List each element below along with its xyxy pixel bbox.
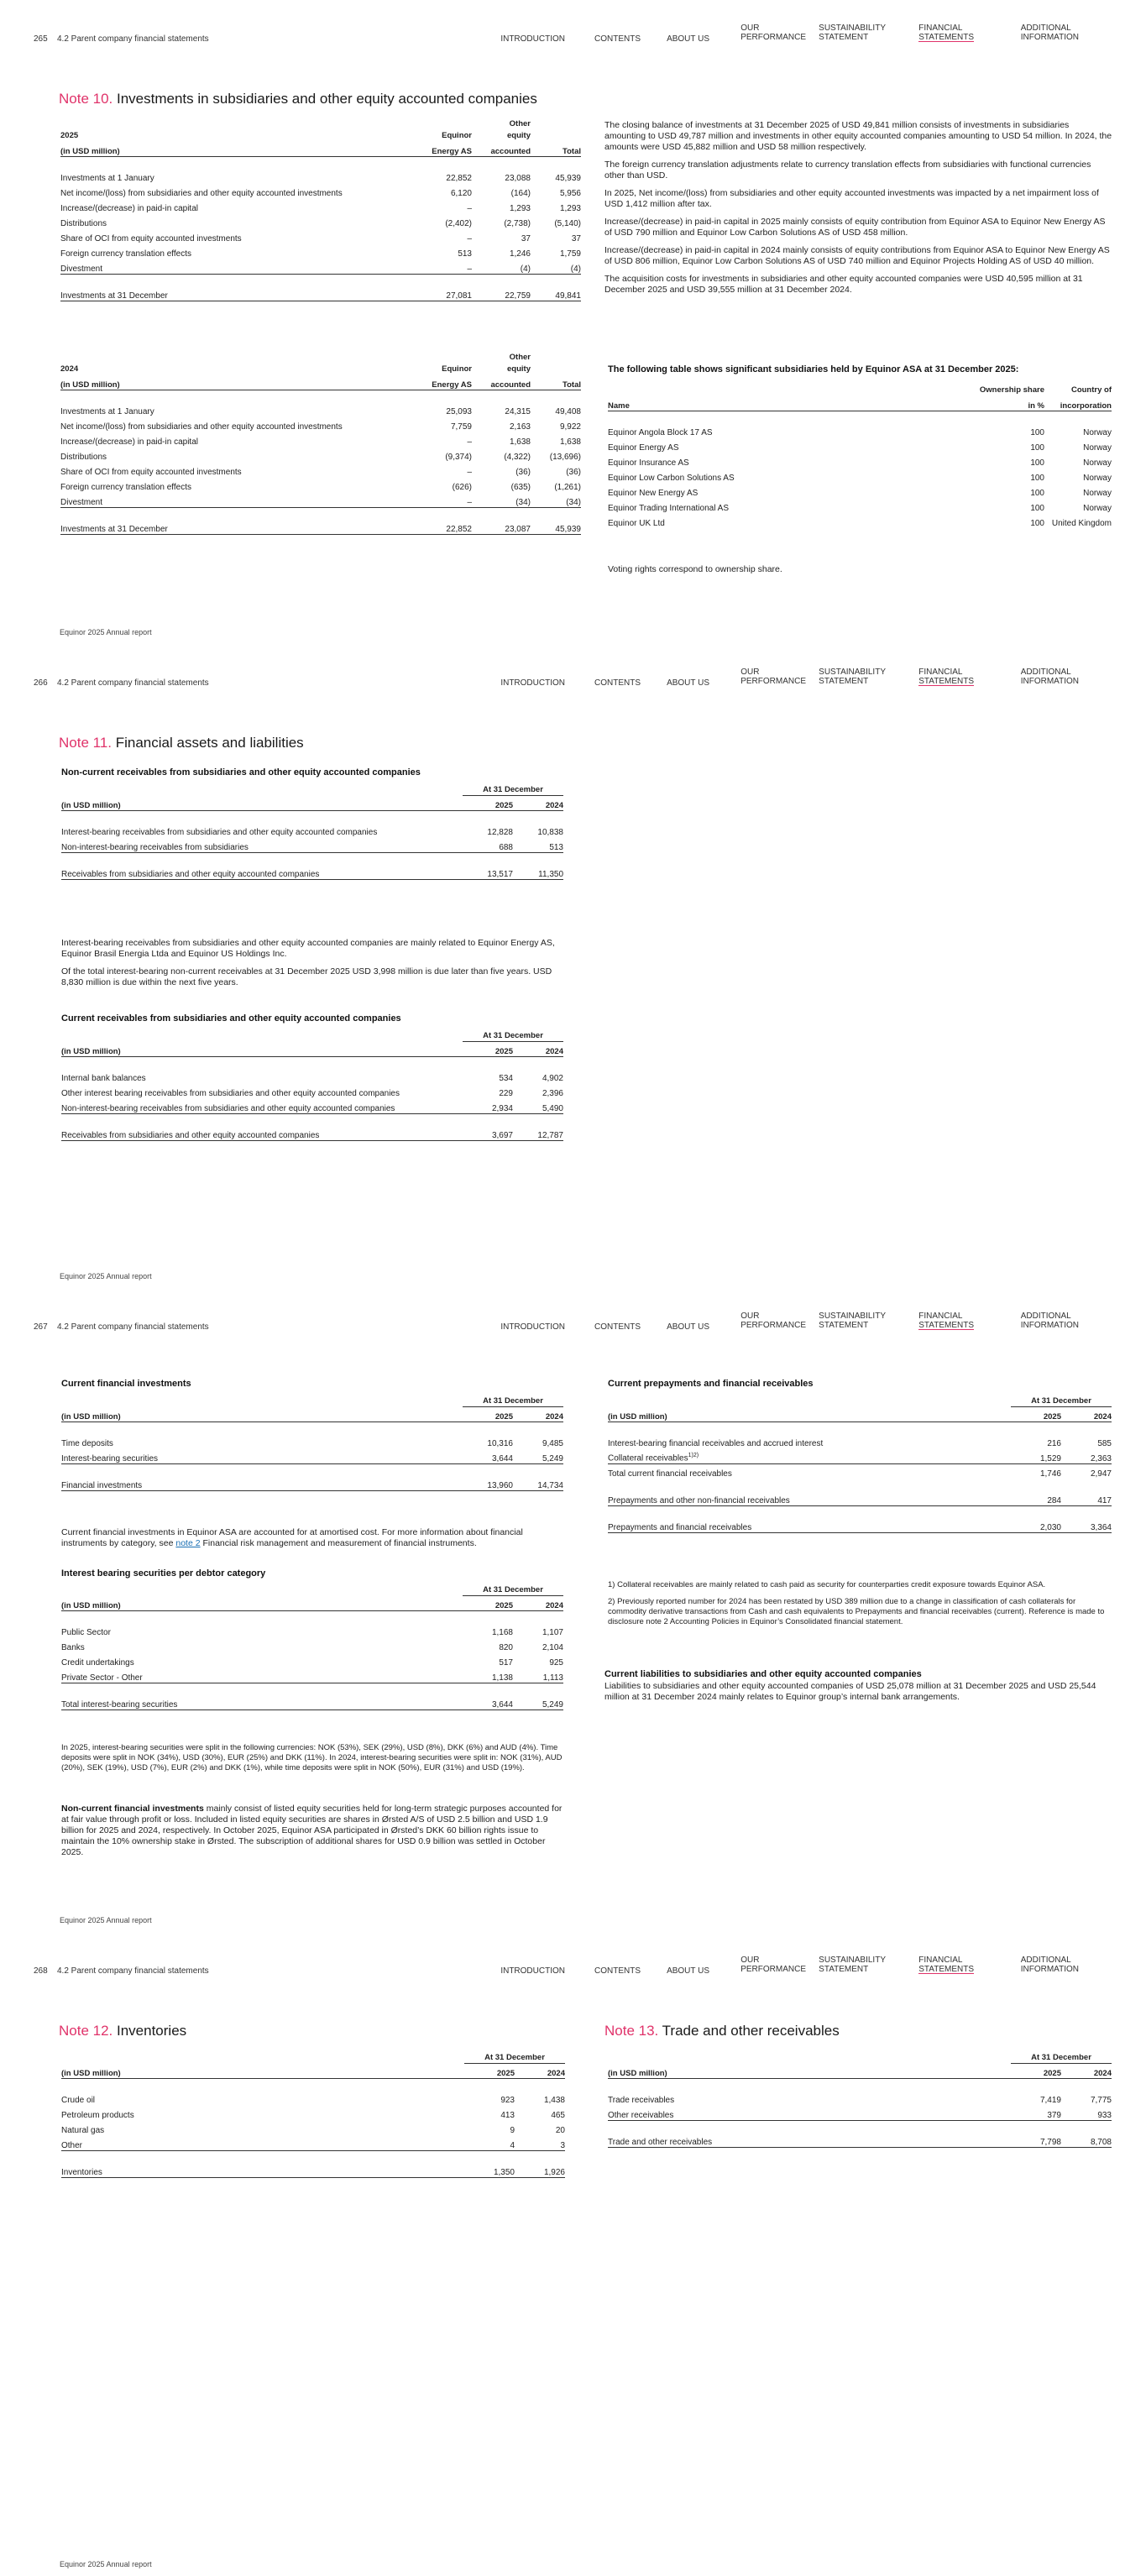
table-row: Equinor Low Carbon Solutions AS 100 Norway (608, 474, 1112, 483)
securities-currency-text: In 2025, interest-bearing securities were split in the following currencies: NOK (53%), SEK (29%), USD (8%), DKK (6%) and AUD (4%). Time deposits were split in NOK (34%), USD (30%), EUR (25%) and DKK (11%). In 2024, interest-bearing securities were split in: NOK (31%), AUD (20%), SEK (19%), USD (7%), EUR (2%) and DKK (1%), while time deposits were split in NOK (50%), EUR (31%) and USD (19%). (61, 1743, 563, 1772)
table-total-row: Receivables from subsidiaries and other equity accounted companies 13,517 11,350 (61, 864, 563, 879)
nav-sustainability-statement[interactable]: SUSTAINABILITY STATEMENT (819, 1312, 886, 1330)
table-row: Share of OCI from equity accounted investments – 37 37 (60, 234, 581, 243)
table-row: Other 4 3 (61, 2135, 565, 2150)
page-267 (0, 1288, 1146, 1932)
table-row: Trade receivables 7,419 7,775 (608, 2096, 1112, 2105)
table-total-row: Total interest-bearing securities 3,644 5,249 (61, 1694, 563, 1709)
paragraph: Of the total interest-bearing non-current receivables at 31 December 2025 USD 3,998 million is due later than five years. USD 8,830 million is due within the next five years. (61, 966, 552, 987)
paragraph: The acquisition costs for investments in subsidiaries and other equity accounted companies were USD 40,595 million at 31 December 2025 and USD 39,555 million at 31 December 2024. (604, 274, 1083, 295)
prepayments-footnotes (608, 1580, 1110, 1634)
table-row: Investments at 1 January 22,852 23,088 45,939 (60, 174, 581, 183)
nav-financial-statements[interactable]: FINANCIAL STATEMENTS (918, 1312, 974, 1330)
table-row: Public Sector 1,168 1,107 (61, 1628, 563, 1637)
table-row: Foreign currency translation effects 513 1,246 1,759 (60, 249, 581, 259)
note-13-title: Note 13. Trade and other receivables (604, 2023, 840, 2039)
note-12-title: Note 12. Inventories (59, 2023, 187, 2039)
page-268 (0, 1932, 1146, 2576)
section-title: 4.2 Parent company financial statements (57, 1322, 209, 1332)
table-row: Other receivables 379 933 (608, 2105, 1112, 2120)
table-total-row: Financial investments 13,960 14,734 (61, 1475, 563, 1490)
nav-about-us[interactable]: ABOUT US (667, 678, 709, 688)
page-266 (0, 644, 1146, 1288)
nav-financial-statements[interactable]: FINANCIAL STATEMENTS (918, 24, 974, 42)
footnote-2: 2) Previously reported number for 2024 has been restated by USD 389 million due to a change in classification of cash collaterals for commodity derivative transactions from Cash and cash equivalents to Prepayments and financial receivables (current). Reference is made to disclosure note 2 Accounting Policies in Equinor’s Consolidated financial statement. (608, 1597, 1105, 1626)
table-row: Equinor Trading International AS 100 Norway (608, 504, 1112, 513)
table-row: Interest-bearing receivables from subsidiaries and other equity accounted companies 12,828 10,838 (61, 828, 563, 837)
investments-2025-table: Other 2025 Equinor equity (in USD million) Energy AS accounted Total Investments at 1 January 22,852 23,088 45,939 Net income/(loss) from subsidiaries and other equity accounted investments 6,120 (164) 5,956 Increase/(decrease) in paid-in capital – 1,293 1,293 Distributions (2,402) (2,738) (5,140) Share of OCI from equity accounted investments – 37 37 Foreign currency translation effects 513 1,246 1,759 Divestment – (4) (4) Investments at 31 December 27,081 22,759 49,841 (60, 119, 581, 301)
liabilities-text: Liabilities to subsidiaries and other equity accounted companies of USD 25,078 million at 31 December 2025 and USD 25,544 million at 31 December 2024 mainly relates to Equinor group’s internal bank arrangements. (604, 1681, 1096, 1702)
nav-contents[interactable]: CONTENTS (594, 1322, 641, 1332)
table-row: Non-interest-bearing receivables from subsidiaries 688 513 (61, 837, 563, 852)
nav-financial-statements[interactable]: FINANCIAL STATEMENTS (918, 668, 974, 686)
nav-introduction[interactable]: INTRODUCTION (500, 34, 565, 44)
page-265 (0, 0, 1146, 644)
table-title: Non-current receivables from subsidiaries and other equity accounted companies (61, 767, 421, 778)
footer: Equinor 2025 Annual report (60, 628, 152, 636)
nav-additional-information[interactable]: ADDITIONAL INFORMATION (1020, 1956, 1079, 1974)
page-number: 268 (34, 1966, 48, 1976)
nav-introduction[interactable]: INTRODUCTION (500, 1322, 565, 1332)
table-row: Divestment – (34) (34) (60, 492, 581, 507)
paragraph: Non-current financial investments mainly consist of listed equity securities held for long-term strategic purposes accounted for at fair value through profit or loss. Included in listed equity securities are shares in Ørsted A/S of USD 2.5 billion and USD 1.9 billion for 2025 and 2024, respectively. In October 2025, Equinor ASA participated in Ørsted’s DKK 60 billion rights issue to maintain the 10% ownership stake in Ørsted. The subscription of additional shares for USD 0.9 billion was settled in October 2025. (61, 1804, 563, 1857)
table-row: Interest-bearing financial receivables and accrued interest 216 585 (608, 1439, 1112, 1448)
page-number: 265 (34, 34, 48, 44)
note-10-title: Note 10. Investments in subsidiaries and other equity accounted companies (59, 91, 537, 107)
table-title: Current receivables from subsidiaries and other equity accounted companies (61, 1013, 401, 1024)
note-2-link[interactable]: note 2 (175, 1538, 201, 1548)
header-left (34, 1322, 209, 1332)
nav-our-performance[interactable]: OUR PERFORMANCE (740, 668, 806, 686)
table-row: Increase/(decrease) in paid-in capital – 1,638 1,638 (60, 437, 581, 447)
table-total-row: Inventories 1,350 1,926 (61, 2162, 565, 2177)
table-row: Distributions (9,374) (4,322) (13,696) (60, 453, 581, 462)
voting-rights-note: Voting rights correspond to ownership share. (608, 564, 782, 574)
nav-our-performance[interactable]: OUR PERFORMANCE (740, 1956, 806, 1974)
current-receivables-table: At 31 December (in USD million) 2025 2024 Internal bank balances 534 4,902 Other interest bearing receivables from subsidiaries and other equity accounted companies 229 2,396 Non-interest-bearing receivables from subsidiaries and other equity accounted companies 2,934 5,490 Receivables from subsidiaries and other equity accounted companies 3,697 12,787 (61, 1030, 563, 1140)
subsidiaries-table: Ownership share Country of Name in % incorporation Equinor Angola Block 17 AS 100 Norway Equinor Energy AS 100 Norway Equinor Insurance AS 100 Norway Equinor Low Carbon Solutions AS 100 Norway Equinor New Energy AS 100 Norway Equinor Trading International AS 100 Norway Equinor UK Ltd 100 United Kingdom (608, 385, 1112, 528)
table-row: Other interest bearing receivables from subsidiaries and other equity accounted companies 229 2,396 (61, 1089, 563, 1098)
paragraph: Increase/(decrease) in paid-in capital in 2025 mainly consists of equity contribution from Equinor ASA to Equinor New Energy AS of USD 790 million and Equinor Low Carbon Solutions AS of USD 458 million. (604, 217, 1106, 238)
note-11-title: Note 11. Financial assets and liabilities (59, 735, 304, 751)
table-row: Crude oil 923 1,438 (61, 2096, 565, 2105)
nav-our-performance[interactable]: OUR PERFORMANCE (740, 24, 806, 42)
table-row: Increase/(decrease) in paid-in capital – 1,293 1,293 (60, 204, 581, 213)
nav-additional-information[interactable]: ADDITIONAL INFORMATION (1020, 1312, 1079, 1330)
section-title: 4.2 Parent company financial statements (57, 1966, 209, 1976)
inventories-table: At 31 December (in USD million) 2025 2024 Crude oil 923 1,438 Petroleum products 413 465 Natural gas 9 20 Other 4 3 Inventories 1,350 1,926 (61, 2052, 565, 2177)
table-row: Credit undertakings 517 925 (61, 1658, 563, 1668)
section-title: 4.2 Parent company financial statements (57, 34, 209, 44)
footnote-1: 1) Collateral receivables are mainly related to cash paid as security for counterparties credit exposure towards Equinor ASA. (608, 1580, 1046, 1589)
page-header (34, 24, 1112, 47)
table-row: Natural gas 9 20 (61, 2126, 565, 2135)
table-title: Current financial investments (61, 1379, 191, 1389)
page-number: 266 (34, 678, 48, 688)
table-row: Equinor New Energy AS 100 Norway (608, 489, 1112, 498)
table-row: Equinor Insurance AS 100 Norway (608, 458, 1112, 468)
note-10-text (604, 120, 1112, 302)
nav-about-us[interactable]: ABOUT US (667, 1322, 709, 1332)
noncurrent-investments-text (61, 1804, 565, 1865)
table-title: Current prepayments and financial receivables (608, 1379, 814, 1389)
table-total-row: Investments at 31 December 22,852 23,087 45,939 (60, 519, 581, 534)
nav-sustainability-statement[interactable]: SUSTAINABILITY STATEMENT (819, 668, 886, 686)
paragraph: In 2025, Net income/(loss) from subsidiaries and other equity accounted investments was impacted by a net impairment loss of USD 1,412 million after tax. (604, 188, 1099, 209)
table-row: Time deposits 10,316 9,485 (61, 1439, 563, 1448)
prepayments-table: At 31 December (in USD million) 2025 2024 Interest-bearing financial receivables and accrued interest 216 585 Collateral receivables$^{1)2)}$ 1,529 2,363 Total current financial receivables 1,746 2,947 Prepayments and other non-financial receivables 284 417 Prepayments and financial receivables 2,030 3,364 (608, 1395, 1112, 1532)
table-row: Petroleum products 413 465 (61, 2111, 565, 2120)
nav-introduction[interactable]: INTRODUCTION (500, 678, 565, 688)
noncurrent-receivables-table: At 31 December (in USD million) 2025 2024 Interest-bearing receivables from subsidiaries and other equity accounted companies 12,828 10,838 Non-interest-bearing receivables from subsidiaries 688 513 Receivables from subsidiaries and other equity accounted companies 13,517 11,350 (61, 784, 563, 879)
trade-receivables-table: At 31 December (in USD million) 2025 2024 Trade receivables 7,419 7,775 Other receivables 379 933 Trade and other receivables 7,798 8,708 (608, 2052, 1112, 2147)
footer: Equinor 2025 Annual report (60, 1916, 152, 1924)
section-title: 4.2 Parent company financial statements (57, 678, 209, 688)
nav-additional-information[interactable]: ADDITIONAL INFORMATION (1020, 24, 1079, 42)
table-row: Distributions (2,402) (2,738) (5,140) (60, 219, 581, 228)
table-row: Net income/(loss) from subsidiaries and other equity accounted investments 7,759 2,163 9,922 (60, 422, 581, 432)
table-row: Equinor Energy AS 100 Norway (608, 443, 1112, 453)
nav-about-us[interactable]: ABOUT US (667, 1966, 709, 1976)
footer: Equinor 2025 Annual report (60, 1272, 152, 1280)
paragraph: The closing balance of investments at 31 December 2025 of USD 49,841 million consists of investments in subsidiaries amounting to USD 49,787 million and investments in other equity accounted companies amounting to USD 54 million. In 2024, the amounts were USD 45,882 million and USD 58 million respectively. (604, 120, 1112, 152)
investments-2024-table: Other 2024 Equinor equity (in USD million) Energy AS accounted Total Investments at 1 January 25,093 24,315 49,408 Net income/(loss) from subsidiaries and other equity accounted investments 7,759 2,163 9,922 Increase/(decrease) in paid-in capital – 1,638 1,638 Distributions (9,374) (4,322) (13,696) Share of OCI from equity accounted investments – (36) (36) Foreign currency translation effects (626) (635) (1,261) Divestment – (34) (34) Investments at 31 December 22,852 23,087 45,939 (60, 353, 581, 534)
nav-contents[interactable]: CONTENTS (594, 34, 641, 44)
nav-sustainability-statement[interactable]: SUSTAINABILITY STATEMENT (819, 24, 886, 42)
paragraph: The foreign currency translation adjustments relate to currency translation effects from subsidiaries with functional currencies other than USD. (604, 160, 1091, 181)
nav-contents[interactable]: CONTENTS (594, 678, 641, 688)
header-left (34, 34, 209, 44)
nav-our-performance[interactable]: OUR PERFORMANCE (740, 1312, 806, 1330)
nav-contents[interactable]: CONTENTS (594, 1966, 641, 1976)
table-row: Internal bank balances 534 4,902 (61, 1074, 563, 1083)
table-subtotal-row: Total current financial receivables 1,746 2,947 (608, 1469, 1112, 1479)
table-title: Interest bearing securities per debtor category (61, 1568, 266, 1579)
liabilities-title: Current liabilities to subsidiaries and other equity accounted companies (604, 1669, 922, 1679)
paragraph: Interest-bearing receivables from subsidiaries and other equity accounted companies are mainly related to Equinor Energy AS, Equinor Brasil Energia Ltda and Equinor US Holdings Inc. (61, 938, 555, 959)
financial-investments-text (61, 1527, 565, 1556)
table-row: Banks 820 2,104 (61, 1643, 563, 1652)
header-left (34, 678, 209, 688)
table-row: Collateral receivables$^{1)2)}$ 1,529 2,363 (608, 1448, 1112, 1463)
page-header (34, 1956, 1112, 1979)
table-total-row: Trade and other receivables 7,798 8,708 (608, 2132, 1112, 2147)
nav-additional-information[interactable]: ADDITIONAL INFORMATION (1020, 668, 1079, 686)
table-row: Share of OCI from equity accounted investments – (36) (36) (60, 468, 581, 477)
securities-per-debtor-table: At 31 December (in USD million) 2025 2024 Public Sector 1,168 1,107 Banks 820 2,104 Credit undertakings 517 925 Private Sector - Other 1,138 1,113 Total interest-bearing securities 3,644 5,249 (61, 1584, 563, 1709)
page-header (34, 668, 1112, 691)
paragraph: Current financial investments in Equinor ASA are accounted for at amortised cost. For more information about financial instruments by category, see note 2 Financial risk management and measurement of financial instruments. (61, 1527, 523, 1548)
footer: Equinor 2025 Annual report (60, 2560, 152, 2568)
nav-financial-statements[interactable]: FINANCIAL STATEMENTS (918, 1956, 974, 1974)
nav-introduction[interactable]: INTRODUCTION (500, 1966, 565, 1976)
table-total-row: Investments at 31 December 27,081 22,759 49,841 (60, 285, 581, 301)
page-header (34, 1312, 1112, 1335)
table-row: Foreign currency translation effects (626) (635) (1,261) (60, 483, 581, 492)
table-row: Divestment – (4) (4) (60, 259, 581, 274)
table-row: Investments at 1 January 25,093 24,315 49,408 (60, 407, 581, 416)
table-row: Equinor Angola Block 17 AS 100 Norway (608, 428, 1112, 437)
nav-about-us[interactable]: ABOUT US (667, 34, 709, 44)
header-left (34, 1966, 209, 1976)
table-row: Equinor UK Ltd 100 United Kingdom (608, 519, 1112, 528)
nav-sustainability-statement[interactable]: SUSTAINABILITY STATEMENT (819, 1956, 886, 1974)
table-row: Interest-bearing securities 3,644 5,249 (61, 1448, 563, 1463)
current-financial-investments-table: At 31 December (in USD million) 2025 2024 Time deposits 10,316 9,485 Interest-bearing securities 3,644 5,249 Financial investments 13,960 14,734 (61, 1395, 563, 1490)
table-row: Prepayments and other non-financial receivables 284 417 (608, 1490, 1112, 1505)
paragraph: Increase/(decrease) in paid-in capital in 2024 mainly consists of equity contributions from Equinor ASA to Equinor New Energy AS of USD 806 million, Equinor Low Carbon Solutions AS of USD 740 million and Equinor Projects Holding AS of USD 40 million. (604, 245, 1110, 266)
table-total-row: Receivables from subsidiaries and other equity accounted companies 3,697 12,787 (61, 1125, 563, 1140)
note-11-text (61, 938, 565, 995)
table-row: Non-interest-bearing receivables from subsidiaries and other equity accounted companies 2,934 5,490 (61, 1098, 563, 1113)
table-row: Private Sector - Other 1,138 1,113 (61, 1668, 563, 1683)
table-row: Net income/(loss) from subsidiaries and other equity accounted investments 6,120 (164) 5,956 (60, 189, 581, 198)
page-number: 267 (34, 1322, 48, 1332)
subsidiaries-title: The following table shows significant subsidiaries held by Equinor ASA at 31 December 2025: (608, 364, 1019, 374)
table-total-row: Prepayments and financial receivables 2,030 3,364 (608, 1517, 1112, 1532)
